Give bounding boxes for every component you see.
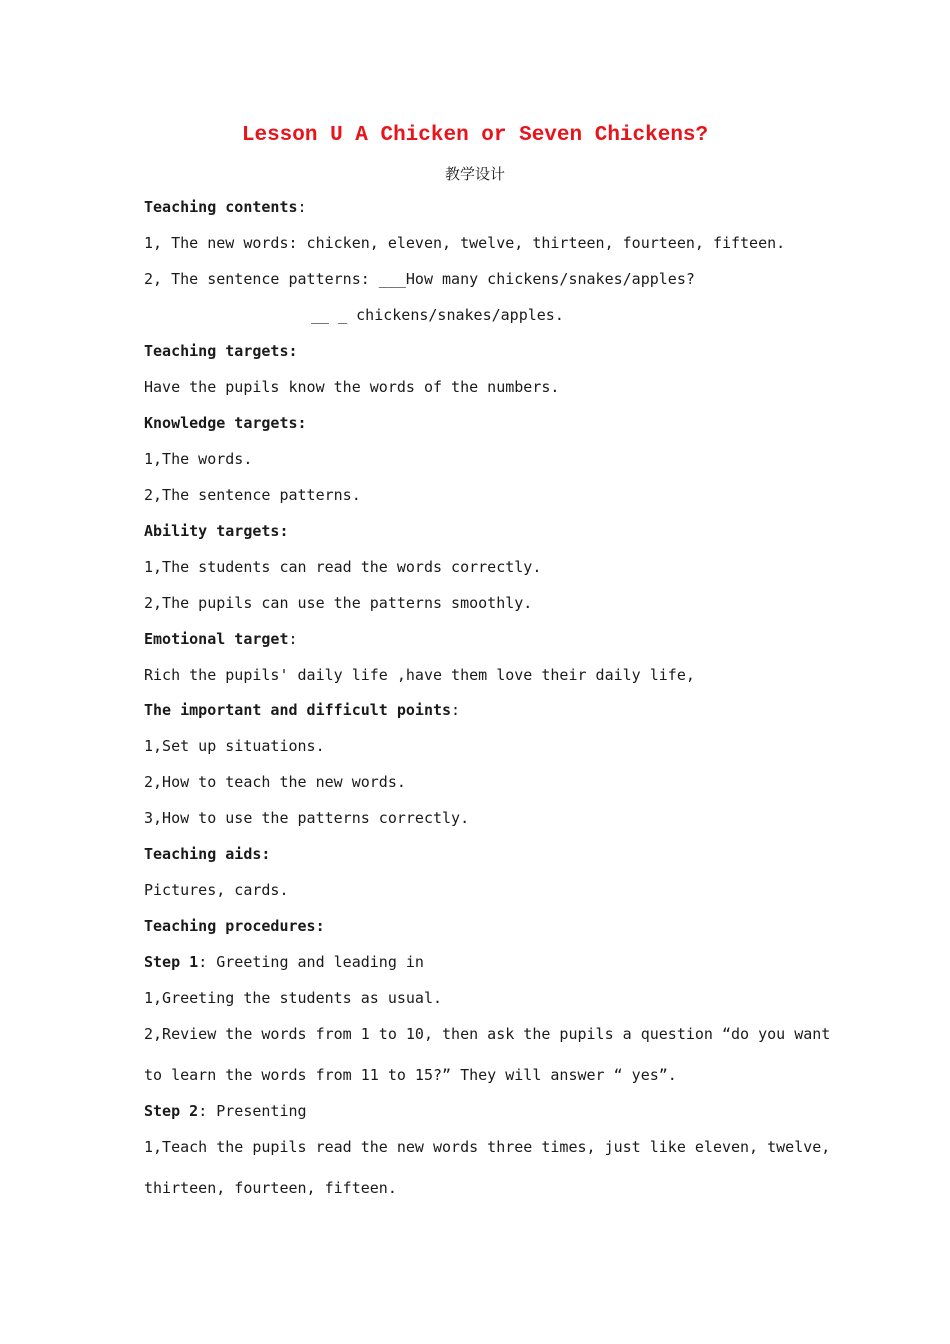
- important-points-heading: The important and difficult points:: [144, 701, 461, 719]
- step1-item: 1,Greeting the students as usual.: [144, 989, 443, 1007]
- knowledge-targets-item: 2,The sentence patterns.: [144, 486, 361, 504]
- emotional-target-heading: Emotional target:: [144, 630, 298, 648]
- important-points-item: 1,Set up situations.: [144, 737, 325, 755]
- teaching-contents-item-continued: __ _ chickens/snakes/apples.: [311, 306, 564, 324]
- important-points-item: 3,How to use the patterns correctly.: [144, 809, 470, 827]
- step1-heading: Step 1: Greeting and leading in: [144, 953, 424, 971]
- step2-item: 1,Teach the pupils read the new words three times, just like eleven, twelve,: [144, 1138, 831, 1156]
- knowledge-targets-heading: Knowledge targets:: [144, 414, 307, 432]
- teaching-aids-text: Pictures, cards.: [144, 881, 289, 899]
- lesson-title: Lesson U A Chicken or Seven Chickens?: [241, 124, 709, 147]
- knowledge-targets-item: 1,The words.: [144, 450, 253, 468]
- lesson-subtitle: 教学设计: [444, 165, 505, 183]
- teaching-targets-text: Have the pupils know the words of the numbers.: [144, 378, 560, 396]
- ability-targets-heading: Ability targets:: [144, 522, 289, 540]
- teaching-aids-heading: Teaching aids:: [144, 845, 271, 863]
- emotional-target-text: Rich the pupils' daily life ,have them love their daily life,: [144, 666, 695, 684]
- teaching-targets-heading: Teaching targets:: [144, 342, 298, 360]
- teaching-contents-item: 2, The sentence patterns: ___How many chickens/snakes/apples?: [144, 270, 695, 288]
- step2-item-continued: thirteen, fourteen, fifteen.: [144, 1179, 397, 1197]
- teaching-contents-item: 1, The new words: chicken, eleven, twelve, thirteen, fourteen, fifteen.: [144, 234, 786, 252]
- step1-item-continued: to learn the words from 11 to 15?” They will answer “ yes”.: [144, 1066, 677, 1084]
- ability-targets-item: 1,The students can read the words correctly.: [144, 558, 542, 576]
- step1-item: 2,Review the words from 1 to 10, then ask the pupils a question “do you want: [144, 1025, 831, 1043]
- important-points-item: 2,How to teach the new words.: [144, 773, 406, 791]
- teaching-procedures-heading: Teaching procedures:: [144, 917, 325, 935]
- ability-targets-item: 2,The pupils can use the patterns smoothly.: [144, 594, 533, 612]
- step2-heading: Step 2: Presenting: [144, 1102, 307, 1120]
- teaching-contents-heading: Teaching contents:: [144, 198, 307, 216]
